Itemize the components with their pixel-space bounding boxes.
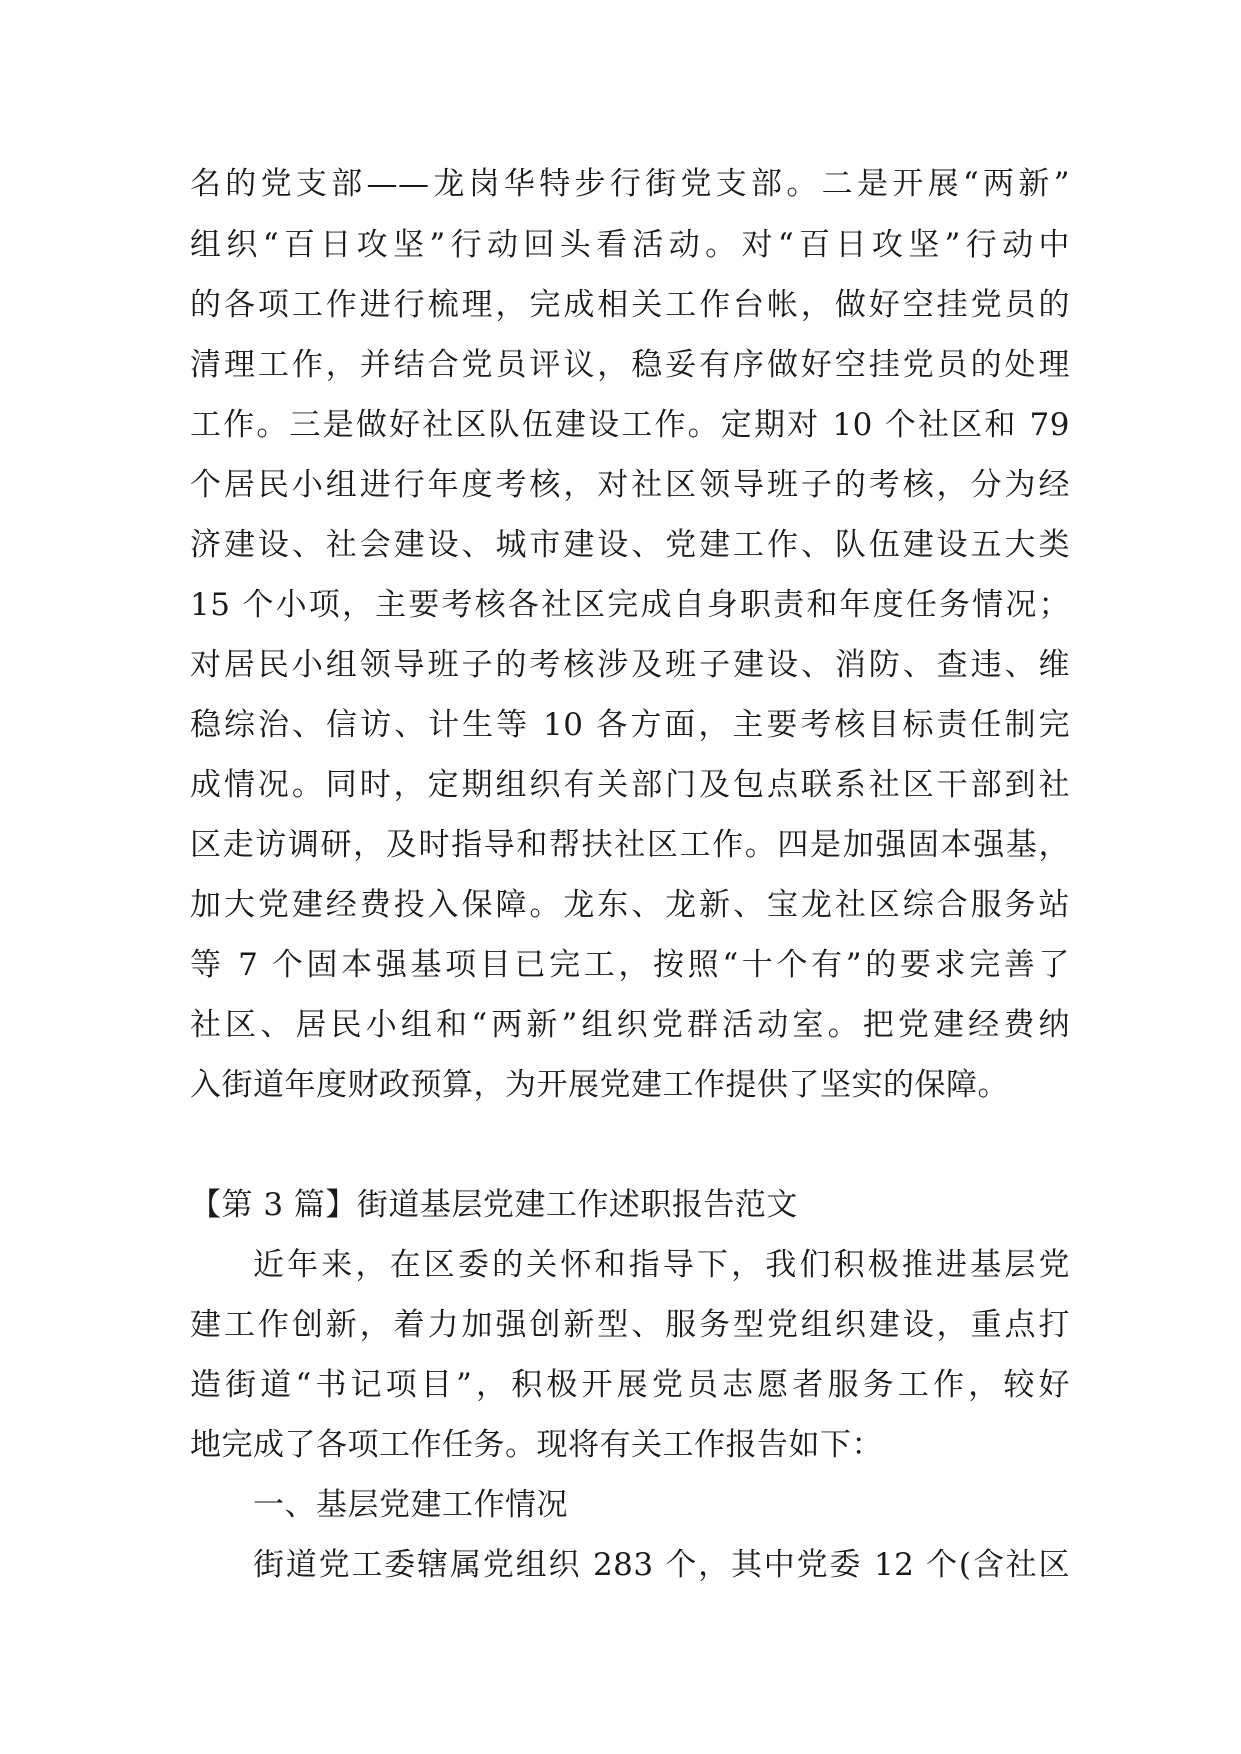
paragraph-line: 社区、居民小组和“两新”组织党群活动室。把党建经费纳 bbox=[190, 1007, 1070, 1043]
paragraph-line: 15 个小项，主要考核各社区完成自身职责和年度任务情况； bbox=[190, 587, 1070, 623]
paragraph-line: 对居民小组领导班子的考核涉及班子建设、消防、查违、维 bbox=[190, 647, 1070, 683]
paragraph-line: 稳综治、信访、计生等 10 各方面，主要考核目标责任制完 bbox=[190, 707, 1070, 743]
paragraph-line: 入街道年度财政预算，为开展党建工作提供了坚实的保障。 bbox=[190, 1067, 1009, 1103]
paragraph-line: 街道党工委辖属党组织 283 个，其中党委 12 个(含社区 bbox=[253, 1547, 1070, 1583]
section-title: 【第 3 篇】街道基层党建工作述职报告范文 bbox=[190, 1187, 798, 1223]
intro-line: 地完成了各项工作任务。现将有关工作报告如下： bbox=[190, 1427, 883, 1463]
subheading: 一、基层党建工作情况 bbox=[253, 1487, 568, 1523]
paragraph-line: 等 7 个固本强基项目已完工，按照“十个有”的要求完善了 bbox=[190, 947, 1070, 983]
intro-line: 近年来，在区委的关怀和指导下，我们积极推进基层党 bbox=[253, 1247, 1070, 1283]
intro-line: 建工作创新，着力加强创新型、服务型党组织建设，重点打 bbox=[190, 1307, 1070, 1343]
paragraph-line: 成情况。同时，定期组织有关部门及包点联系社区干部到社 bbox=[190, 767, 1070, 803]
paragraph-line: 组织“百日攻坚”行动回头看活动。对“百日攻坚”行动中 bbox=[190, 227, 1070, 263]
paragraph-line: 清理工作，并结合党员评议，稳妥有序做好空挂党员的处理 bbox=[190, 347, 1070, 383]
paragraph-line: 个居民小组进行年度考核，对社区领导班子的考核，分为经 bbox=[190, 467, 1070, 503]
paragraph-line: 加大党建经费投入保障。龙东、龙新、宝龙社区综合服务站 bbox=[190, 887, 1070, 923]
paragraph-line: 的各项工作进行梳理，完成相关工作台帐，做好空挂党员的 bbox=[190, 287, 1070, 323]
paragraph-line: 济建设、社会建设、城市建设、党建工作、队伍建设五大类 bbox=[190, 527, 1070, 563]
paragraph-line: 区走访调研，及时指导和帮扶社区工作。四是加强固本强基， bbox=[190, 827, 1070, 863]
paragraph-line: 名的党支部——龙岗华特步行街党支部。二是开展“两新” bbox=[190, 166, 1070, 202]
intro-line: 造街道“书记项目”，积极开展党员志愿者服务工作，较好 bbox=[190, 1367, 1070, 1403]
paragraph-line: 工作。三是做好社区队伍建设工作。定期对 10 个社区和 79 bbox=[190, 407, 1070, 443]
